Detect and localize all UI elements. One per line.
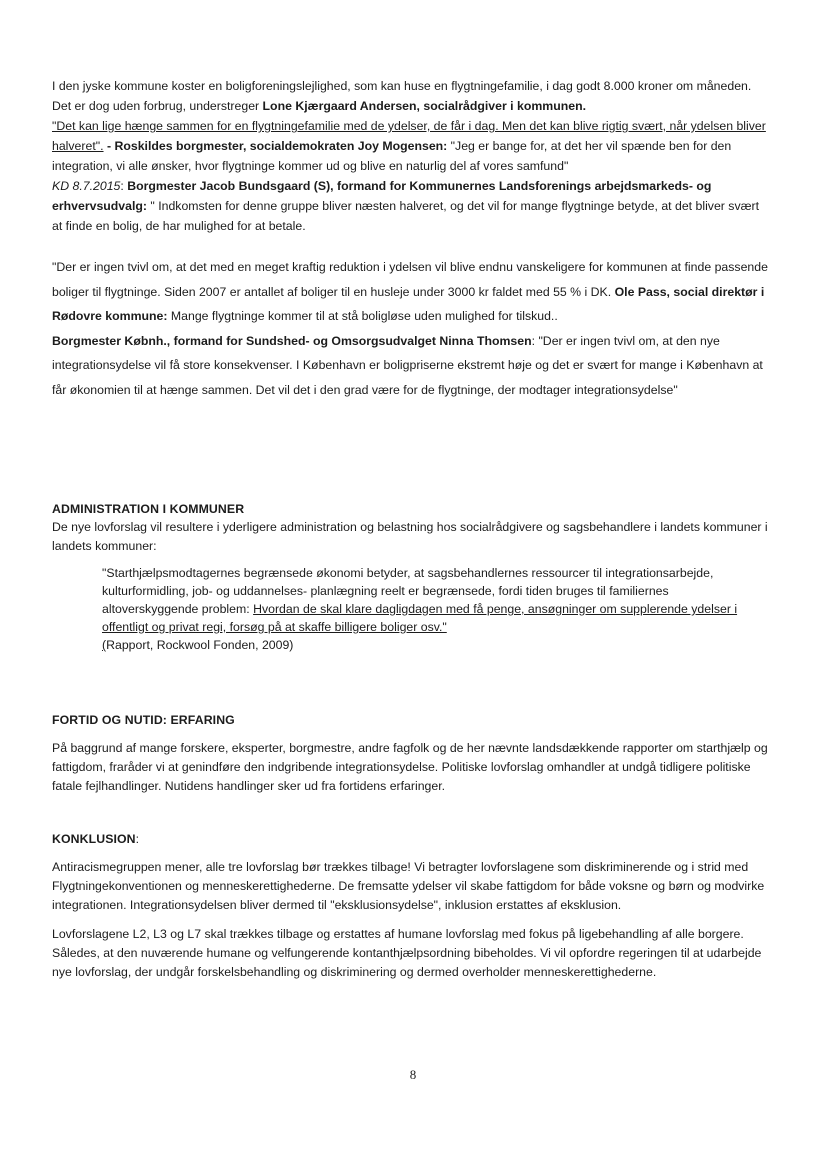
- text: Mange flygtninge kommer til at stå boligløse uden mulighed for tilskud..: [167, 309, 558, 323]
- quote-text: "Jeg er bange for, at det her vil spænde ben for den integration, vi alle ønsker, hvor flygtninge kommer ud og blive en naturlig del af vores samfund": [52, 139, 732, 173]
- underlined-quote: "Det kan lige hænge sammen for en flygtningefamilie med de ydelser, de får i dag. Men det kan blive rigtig svært, når ydelsen bliver halveret".: [52, 119, 766, 153]
- speaker-name: Borgmester Købnh., formand for Sundshed- og Omsorgsudvalget Ninna Thomsen: [52, 333, 532, 348]
- quote-text: : "Der er ingen tvivl om, at den nye integrationsydelse vil få store konsekvenser. I København er boligpriserne ekstremt høje og det er svært for mange i København at får økonomien til at hænge sammen. Det vil det i den grad være for de flygtninge, der modtager integrationsydelse": [52, 333, 763, 397]
- source-citation: KD 8.7.2015: [52, 179, 121, 193]
- conclusion-paragraph-2: Lovforslagene L2, L3 og L7 skal trækkes tilbage og erstattes af humane lovforslag med fokus på ligebehandling af alle borgere. Således, at den nuværende humane og velfungerende kontanthjælpsordning bibeholdes. Vi vil opfordre regeringen til at udarbejde nye lovforslag, der undgår forskelsbehandling og diskriminering og dermed overholder menneskerettighederne.: [52, 927, 762, 979]
- section-konklusion: [52, 832, 772, 982]
- underlined-quote: Hvordan de skal klare dagligdagen med få penge, ansøgninger om supplerende ydelser i offentligt og privat regi, forsøg på at skaffe billigere boliger osv.": [102, 602, 738, 634]
- section-text: På baggrund af mange forskere, eksperter, borgmestre, andre fagfolk og de her nævnte landsdækkende rapporter om starthjælp og fattigdom, fraråder vi at genindføre den indgribende integrationsydelse. Politiske lovforslag omhandler at undgå tidligere politiske fatale fejlhandlinger. Nutidens handlinger sker ud fra fortidens erfaringer.: [52, 741, 768, 793]
- heading-colon: :: [135, 832, 140, 846]
- section-fortid: [52, 713, 772, 796]
- section-heading: FORTID OG NUTID: ERFARING: [52, 713, 235, 727]
- section-administration: [52, 502, 772, 556]
- source-paren: (: [102, 638, 107, 652]
- paragraph-housing-shortage: [52, 255, 772, 402]
- speaker-name: - Roskildes borgmester, socialdemokraten Joy Mogensen:: [103, 139, 448, 153]
- section-heading: KONKLUSION: [52, 832, 136, 846]
- block-quote: [102, 564, 742, 654]
- section-text: De nye lovforslag vil resultere i yderligere administration og belastning hos socialrådgivere og sagsbehandlere i landets kommuner i landets kommuner:: [52, 520, 768, 553]
- conclusion-paragraph-1: Antiracismegruppen mener, alle tre lovforslag bør trækkes tilbage! Vi betragter lovforslagene som diskriminerende og i strid med Flygtningekonventionen og menneskerettighederne. De fremsatte ydelser vil skabe fattigdom for både voksne og børn og modvirke integrationen. Integrationsydelsen bliver dermed til "eksklusionsydelse", inklusion erstattes af eksklusion.: [52, 860, 765, 912]
- speaker-name: Lone Kjærgaard Andersen, socialrådgiver i kommunen.: [262, 99, 586, 113]
- speaker-name: Borgmester Jacob Bundsgaard (S), formand for Kommunernes Landsforenings arbejdsmarkeds- og erhvervsudvalg:: [52, 179, 712, 213]
- text: I den jyske kommune koster en boligforeningslejlighed, som kan huse en flygtningefamilie, i dag godt 8.000 kroner om måneden. Det er dog uden forbrug, understreger: [52, 79, 752, 113]
- quote-text: "Starthjælpsmodtagernes begrænsede økonomi betyder, at sagsbehandlernes ressourcer til integrationsarbejde, kulturformidling, job- og uddannelses- planlægning reelt er begrænsede, fordi tiden bruges til familiernes altoverskyggende problem:: [102, 566, 714, 616]
- page-number: 8: [409, 1067, 417, 1082]
- colon: :: [120, 179, 128, 193]
- speaker-name: Ole Pass, social direktør i Rødovre kommune:: [52, 284, 765, 323]
- source-citation: Rapport, Rockwool Fonden, 2009): [106, 638, 294, 652]
- paragraph-housing-costs: [52, 76, 772, 236]
- text: "Der er ingen tvivl om, at det med en meget kraftig reduktion i ydelsen vil blive endnu vanskeligere for kommunen at finde passende boliger til flygtninge. Siden 2007 er antallet af boliger til en husleje under 3000 kr faldet med 55 % i DK.: [52, 260, 768, 299]
- section-heading: ADMINISTRATION I KOMMUNER: [52, 502, 245, 516]
- quote-text: " Indkomsten for denne gruppe bliver næsten halveret, og det vil for mange flygtninge betyde, at det bliver svært at finde en bolig, de har mulighed for at betale.: [52, 199, 760, 233]
